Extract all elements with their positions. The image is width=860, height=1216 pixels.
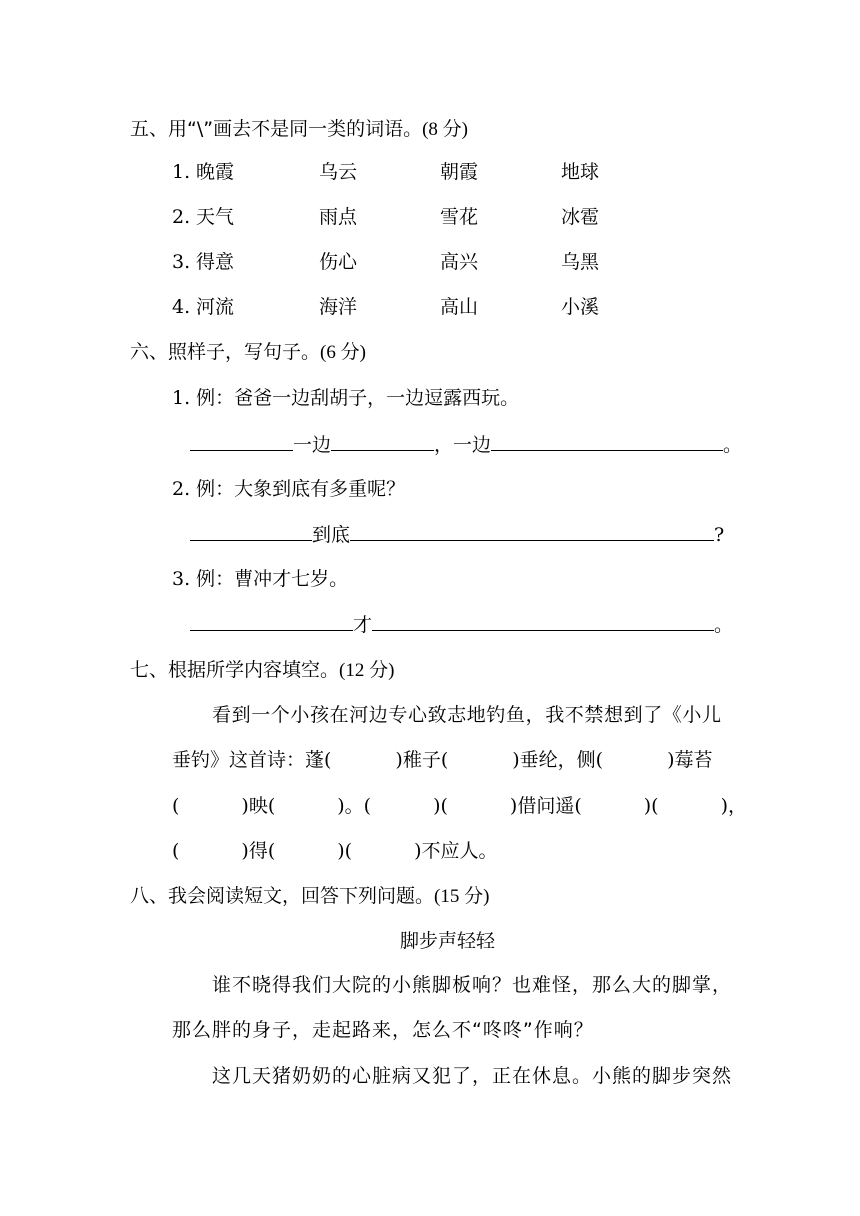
word: 天气 <box>196 206 235 228</box>
blank-field[interactable] <box>190 522 312 541</box>
section-5-score: (8 分) <box>422 119 468 140</box>
fill-in-text-line: 看到一个小孩在河边专心致志地钓鱼，我不禁想到了《小儿 <box>212 704 722 726</box>
text-fragment: )， <box>720 795 747 817</box>
text-fragment: )。( <box>337 795 372 817</box>
blank-field[interactable] <box>331 432 434 451</box>
row-number: 1. <box>172 161 191 183</box>
answer-line-1 <box>190 432 742 457</box>
text-fragment: )莓苔 <box>667 749 713 771</box>
word: 高兴 <box>440 251 479 273</box>
row-number: 2. <box>172 206 191 228</box>
section-5-heading <box>130 117 468 142</box>
text-fragment: )映( <box>241 795 276 817</box>
word: 乌黑 <box>561 251 600 273</box>
word: 地球 <box>561 161 600 183</box>
text-fragment: )稚子( <box>395 749 449 771</box>
text-fragment: )得( <box>241 840 276 862</box>
passage-line: 那么胖的身子，走起路来，怎么不“咚咚”作响？ <box>172 1019 594 1041</box>
word: 高山 <box>440 296 479 318</box>
word: 伤心 <box>319 251 358 273</box>
sentence-connector: ，一边 <box>434 434 492 456</box>
section-6-score: (6 分) <box>320 342 366 363</box>
text-fragment: ( <box>172 795 180 817</box>
sentence-end: 。 <box>714 614 734 636</box>
word: 河流 <box>196 296 235 318</box>
example-sentence-2: 2. 例：大象到底有多重呢？ <box>172 478 406 500</box>
fill-in-text-line <box>172 794 747 818</box>
article-title: 脚步声轻轻 <box>400 930 496 952</box>
text-fragment: )( <box>337 840 353 862</box>
section-7-title: 七、根据所学内容填空。 <box>130 659 340 681</box>
fill-in-text-line <box>172 748 713 772</box>
word: 晚霞 <box>196 161 235 183</box>
text-fragment: 垂钓》这首诗：蓬( <box>172 749 332 771</box>
text-fragment: )垂纶，侧( <box>512 749 604 771</box>
text-fragment: )借问遥( <box>509 795 582 817</box>
example-sentence-3: 3. 例：曹冲才七岁。 <box>172 568 349 590</box>
example-sentence-1: 1. 例：爸爸一边刮胡子，一边逗露西玩。 <box>172 387 520 409</box>
sentence-connector: 才 <box>353 614 373 636</box>
text-fragment: )不应人。 <box>414 840 498 862</box>
blank-field[interactable] <box>190 432 293 451</box>
section-8-heading <box>130 884 489 909</box>
text-fragment: )( <box>433 795 448 817</box>
answer-line-2 <box>190 522 724 547</box>
section-6-title: 六、照样子，写句子。 <box>130 341 321 363</box>
sentence-connector: 到底 <box>312 524 351 546</box>
text-fragment: ( <box>172 840 180 862</box>
blank-field[interactable] <box>491 432 723 451</box>
word: 朝霞 <box>440 161 479 183</box>
word: 乌云 <box>319 161 358 183</box>
section-7-heading <box>130 658 394 683</box>
word: 雪花 <box>440 206 479 228</box>
section-7-score: (12 分) <box>339 660 395 681</box>
passage-line: 这几天猪奶奶的心脏病又犯了，正在休息。小熊的脚步突然 <box>212 1065 733 1087</box>
blank-field[interactable] <box>372 612 714 631</box>
section-5-title: 五、用“\”画去不是同一类的词语。 <box>130 118 423 140</box>
text-fragment: )( <box>643 795 659 817</box>
blank-field[interactable] <box>350 522 714 541</box>
sentence-connector: 一边 <box>293 434 332 456</box>
section-8-score: (15 分) <box>434 886 490 907</box>
answer-line-3 <box>190 612 733 637</box>
sentence-end: ? <box>714 524 725 546</box>
word: 雨点 <box>319 206 358 228</box>
sentence-end: 。 <box>723 434 743 456</box>
row-number: 3. <box>172 251 191 273</box>
section-6-heading <box>130 340 366 365</box>
word: 海洋 <box>319 296 358 318</box>
passage-line: 谁不晓得我们大院的小熊脚板响？也难怪，那么大的脚掌， <box>212 974 733 996</box>
word: 冰雹 <box>561 206 600 228</box>
section-8-title: 八、我会阅读短文，回答下列问题。 <box>130 885 435 907</box>
blank-field[interactable] <box>190 612 353 631</box>
word: 小溪 <box>561 296 600 318</box>
row-number: 4. <box>172 296 191 318</box>
word: 得意 <box>196 251 235 273</box>
fill-in-text-line <box>172 839 498 863</box>
